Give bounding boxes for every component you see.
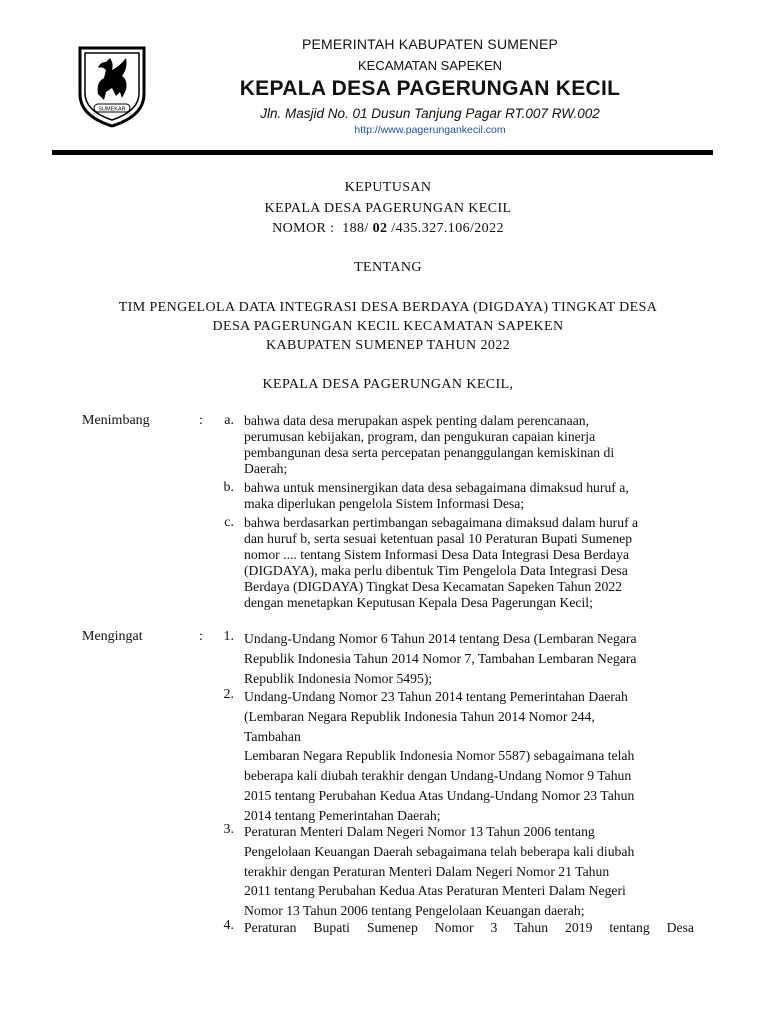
list-marker: 3.	[223, 822, 234, 837]
decree-subject-line2: DESA PAGERUNGAN KECIL KECAMATAN SAPEKEN	[212, 319, 564, 334]
decree-number-bold: 02	[372, 221, 388, 236]
letterhead-government: PEMERINTAH KABUPATEN SUMENEP	[301, 36, 559, 52]
decree-number-suffix: /435.327.106/2022	[387, 221, 504, 236]
section-label-mengingat: Mengingat	[82, 629, 143, 644]
list-item-text: bahwa berdasarkan pertimbangan sebagaimana dimaksud dalam huruf a dan huruf b, serta sesuai ketentuan pasal 10 Peraturan Bupati Sumenep nomor .... tentang Sistem Informasi Desa Data Integrasi Desa Berdaya (DIGDAYA), maka perlu dibentuk Tim Pengelola Data Integrasi Desa Berdaya (DIGDAYA) Tingkat Desa Kecamatan Sapeken Tahun 2022 dengan menetapkan Keputusan Kepala Desa Pagerungan Kecil;	[244, 515, 639, 610]
list-item-text: Peraturan Bupati Sumenep Nomor 3 Tahun 2019 tentang Desa	[244, 920, 694, 935]
decree-subject-line3: KABUPATEN SUMENEP TAHUN 2022	[265, 338, 511, 353]
list-marker: 2.	[223, 687, 234, 702]
section-colon: :	[199, 413, 203, 428]
letterhead-address: Jln. Masjid No. 01 Dusun Tanjung Pagar RT.007 RW.002	[260, 106, 600, 121]
decree-number-prefix: NOMOR : 188/	[272, 221, 373, 236]
list-marker: c.	[224, 515, 234, 530]
decree-tentang: TENTANG	[354, 260, 422, 275]
section-label-menimbang: Menimbang	[82, 413, 150, 428]
decree-issuer: KEPALA DESA PAGERUNGAN KECIL,	[262, 377, 514, 392]
list-marker: 1.	[223, 629, 234, 644]
decree-subject-line1: TIM PENGELOLA DATA INTEGRASI DESA BERDAYA (DIGDAYA) TINGKAT DESA	[118, 300, 658, 315]
logo-lettering: SUMEKAR	[98, 106, 126, 113]
decree-heading: KEPUTUSAN	[344, 180, 432, 195]
header-rule	[52, 150, 713, 155]
section-colon: :	[199, 629, 203, 644]
decree-number	[80, 221, 696, 237]
list-item-text: bahwa data desa merupakan aspek penting dalam perencanaan, perumusan kebijakan, program, dan pengukuran capaian kinerja pembangunan desa serta percepatan penanggulangan kemiskinan di Daerah;	[244, 413, 615, 476]
list-marker: b.	[223, 480, 234, 495]
list-item-text: Peraturan Menteri Dalam Negeri Nomor 13 Tahun 2006 tentang Pengelolaan Keuangan Daerah sebagaimana telah beberapa kali diubah terakhir dengan Peraturan Menteri Dalam Negeri Nomor 21 Tahun 2011 tentang Perubahan Kedua Atas Peraturan Menteri Dalam Negeri Nomor 13 Tahun 2006 tentang Pengelolaan Keuangan daerah;	[244, 824, 635, 919]
list-marker: a.	[224, 413, 234, 428]
letterhead-url[interactable]: http://www.pagerungankecil.com	[354, 124, 506, 136]
regency-crest-logo	[76, 42, 148, 128]
letterhead-title: KEPALA DESA PAGERUNGAN KECIL	[239, 77, 621, 100]
list-item-text: Undang-Undang Nomor 6 Tahun 2014 tentang Desa (Lembaran Negara Republik Indonesia Tahun 2014 Nomor 7, Tambahan Lembaran Negara Republik Indonesia Nomor 5495);	[244, 631, 637, 686]
list-item-text: bahwa untuk mensinergikan data desa sebagaimana dimaksud huruf a, maka diperlukan pengelola Sistem Informasi Desa;	[244, 480, 629, 511]
list-item-text: Undang-Undang Nomor 23 Tahun 2014 tentang Pemerintahan Daerah (Lembaran Negara Republik Indonesia Tahun 2014 Nomor 244, Tambahan Lembaran Negara Republik Indonesia Nomor 5587) sebagaimana telah beberapa kali diubah terakhir dengan Undang-Undang Nomor 9 Tahun 2015 tentang Perubahan Kedua Atas Undang-Undang Nomor 23 Tahun 2014 tentang Pemerintahan Daerah;	[244, 689, 635, 823]
decree-issuer-heading: KEPALA DESA PAGERUNGAN KECIL	[264, 201, 512, 216]
letterhead-district: KECAMATAN SAPEKEN	[358, 58, 502, 73]
list-marker: 4.	[223, 918, 234, 933]
